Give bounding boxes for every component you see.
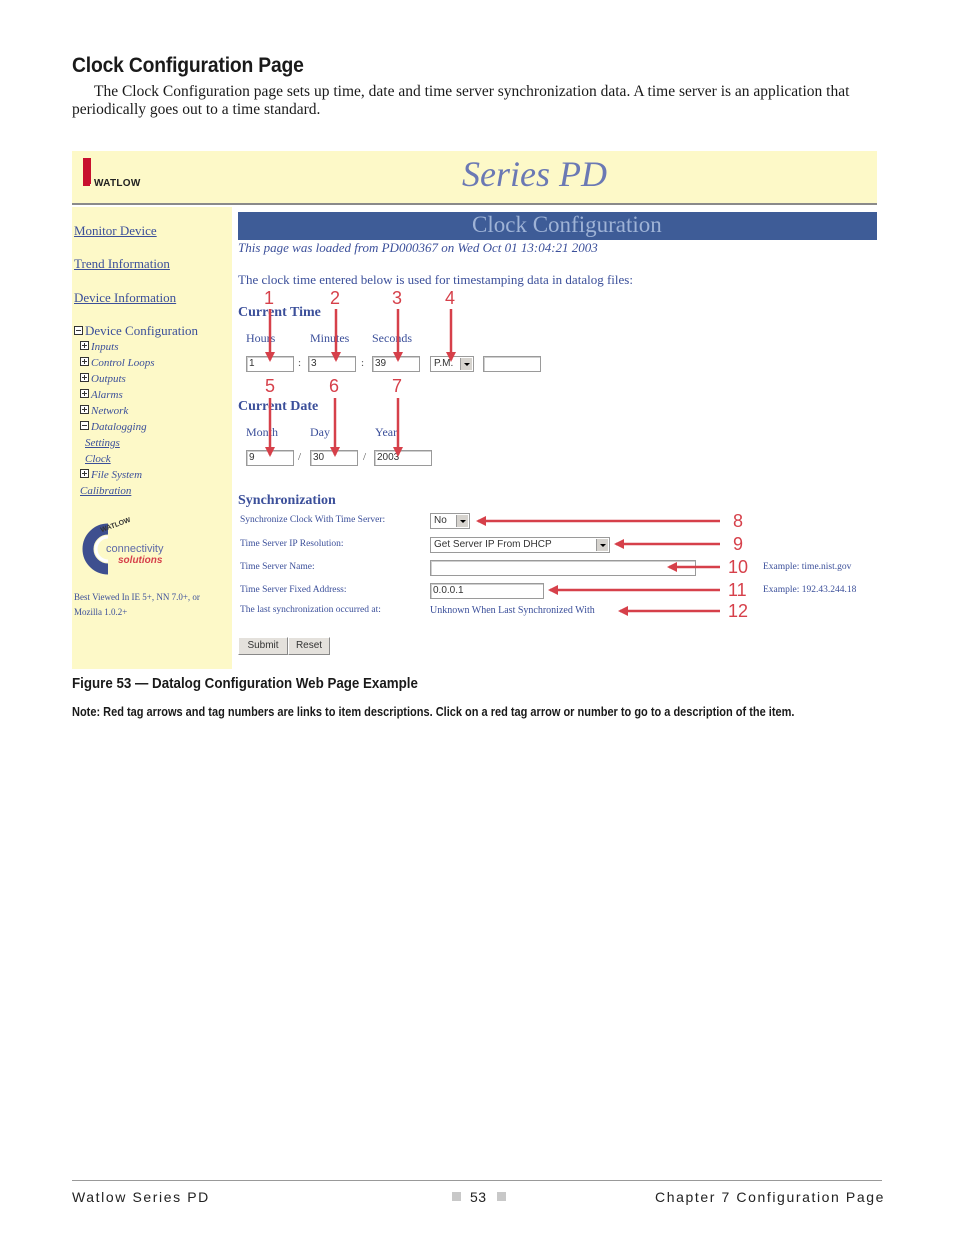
expand-icon[interactable] [80,357,89,366]
footer-square-icon [452,1192,461,1201]
seconds-input[interactable]: 39 [372,356,420,372]
chevron-down-icon[interactable] [596,539,608,551]
ip-resolution-label: Time Server IP Resolution: [240,539,344,549]
fixed-address-label: Time Server Fixed Address: [240,585,347,595]
footer-square-icon [497,1192,506,1201]
expand-icon[interactable] [80,469,89,478]
tag-number-12[interactable]: 12 [728,601,749,621]
sidebar-item-device-information[interactable]: Device Information [74,290,177,305]
sync-clock-label: Synchronize Clock With Time Server: [240,515,386,525]
last-sync-label: The last synchronization occurred at: [240,605,381,615]
banner-divider [72,203,877,205]
watlow-logo-mark-icon [83,179,90,186]
sidebar-item-label: File System [91,469,143,481]
submit-button[interactable]: Submit [238,637,288,655]
synchronization-heading: Synchronization [238,493,336,508]
current-date-heading: Current Date [238,399,319,414]
time-separator: : [298,357,302,369]
time-separator: : [361,357,365,369]
date-separator: / [363,451,367,463]
sidebar-item-datalogging[interactable] [80,421,147,433]
tag-number-3[interactable]: 3 [392,288,403,308]
sidebar-item-outputs[interactable] [80,373,126,385]
sync-clock-select[interactable] [430,513,470,529]
sync-clock-value: No [434,515,447,526]
browser-note: Best Viewed In IE 5+, NN 7.0+, or Mozilla 1.0.2+ [74,592,200,617]
month-input[interactable]: 9 [246,450,294,466]
time-extra-input[interactable] [483,356,541,372]
ampm-value: P.M. [434,358,454,369]
sidebar-item-monitor-device[interactable]: Monitor Device [74,223,157,238]
last-sync-value: Unknown When Last Synchronized With [430,605,595,616]
tag-number-11[interactable]: 11 [728,580,747,600]
tag-number-6[interactable]: 6 [329,376,340,396]
expand-icon[interactable] [80,341,89,350]
figure-screenshot [72,151,877,669]
tag-number-7[interactable]: 7 [392,376,403,396]
tag-number-5[interactable]: 5 [265,376,276,396]
tag-number-10[interactable]: 10 [728,557,749,577]
sidebar [72,207,232,669]
footer-left: Watlow Series PD [72,1189,210,1205]
tag-number-1[interactable]: 1 [264,288,275,308]
sidebar-item-settings[interactable]: Settings [85,437,120,449]
sidebar-item-control-loops[interactable] [80,357,154,369]
sidebar-item-trend-information[interactable]: Trend Information [74,256,170,271]
tag-number-4[interactable]: 4 [445,288,456,308]
server-name-label: Time Server Name: [240,562,315,572]
product-title: Series PD [462,154,607,194]
seconds-label: Seconds [372,331,412,345]
server-name-input[interactable] [430,560,696,576]
figure-caption: Figure 53 — Datalog Configuration Web Page Example [72,676,418,692]
chevron-down-icon[interactable] [460,358,472,370]
sidebar-item-inputs[interactable] [80,341,119,353]
day-input[interactable]: 30 [310,450,358,466]
sidebar-item-label: Network [91,405,129,417]
fixed-address-input[interactable]: 0.0.0.1 [430,583,544,599]
expand-icon[interactable] [80,373,89,382]
minutes-label: Minutes [310,331,350,345]
expand-icon[interactable] [80,389,89,398]
content-heading: Clock Configuration [472,212,662,237]
sidebar-item-file-system[interactable] [80,469,142,481]
sidebar-item-label: Control Loops [91,357,155,369]
fixed-address-example: Example: 192.43.244.18 [763,585,857,595]
year-input[interactable]: 2003 [374,450,432,466]
loaded-message: This page was loaded from PD000367 on Wed Oct 01 13:04:21 2003 [238,240,598,255]
chevron-down-icon[interactable] [456,515,468,527]
server-name-example: Example: time.nist.gov [763,562,852,572]
logo-top-text: WATLOW [99,516,132,535]
minutes-input[interactable]: 3 [308,356,356,372]
logo-main-text: connectivity [106,543,164,555]
sidebar-item-clock[interactable]: Clock [85,453,111,465]
current-time-heading: Current Time [238,305,321,320]
month-label: Month [246,425,279,439]
tag-number-9[interactable]: 9 [733,534,744,554]
sidebar-item-label: Device Configuration [85,323,198,338]
tag-number-8[interactable]: 8 [733,511,744,531]
footer-divider [72,1180,882,1181]
page-number: 53 [470,1189,487,1205]
day-label: Day [310,425,330,439]
sidebar-item-label: Inputs [91,341,119,353]
sidebar-item-network[interactable] [80,405,128,417]
logo-sub-text: solutions [118,555,163,566]
sidebar-item-label: Outputs [91,373,126,385]
ip-resolution-value: Get Server IP From DHCP [434,539,552,550]
hours-label: Hours [246,331,276,345]
sidebar-item-label: Datalogging [91,421,147,433]
hours-input[interactable]: 1 [246,356,294,372]
intro-paragraph: The Clock Configuration page sets up time, date and time server synchronization data. A time server is an application that periodically goes out to a time standard. [72,83,850,118]
collapse-icon[interactable] [74,326,83,335]
figure-note: Note: Red tag arrows and tag numbers are links to item descriptions. Click on a red tag arrow or number to go to a description of the item. [72,705,795,719]
collapse-icon[interactable] [80,421,89,430]
footer-right: Chapter 7 Configuration Page [655,1189,886,1205]
sidebar-item-alarms[interactable] [80,389,123,401]
reset-button[interactable]: Reset [288,637,330,655]
ampm-select[interactable] [430,356,474,372]
section-title: Clock Configuration Page [72,54,304,77]
tag-number-2[interactable]: 2 [330,288,341,308]
connectivity-solutions-logo [78,516,188,577]
date-separator: / [298,451,302,463]
clock-note: The clock time entered below is used for timestamping data in datalog files: [238,272,633,287]
sidebar-item-calibration[interactable]: Calibration [80,485,132,497]
year-label: Year [375,425,398,439]
brand-name: WATLOW [94,178,141,189]
expand-icon[interactable] [80,405,89,414]
sidebar-item-label: Alarms [91,389,123,401]
sidebar-item-device-configuration[interactable] [74,323,198,339]
ip-resolution-select[interactable] [430,537,610,553]
